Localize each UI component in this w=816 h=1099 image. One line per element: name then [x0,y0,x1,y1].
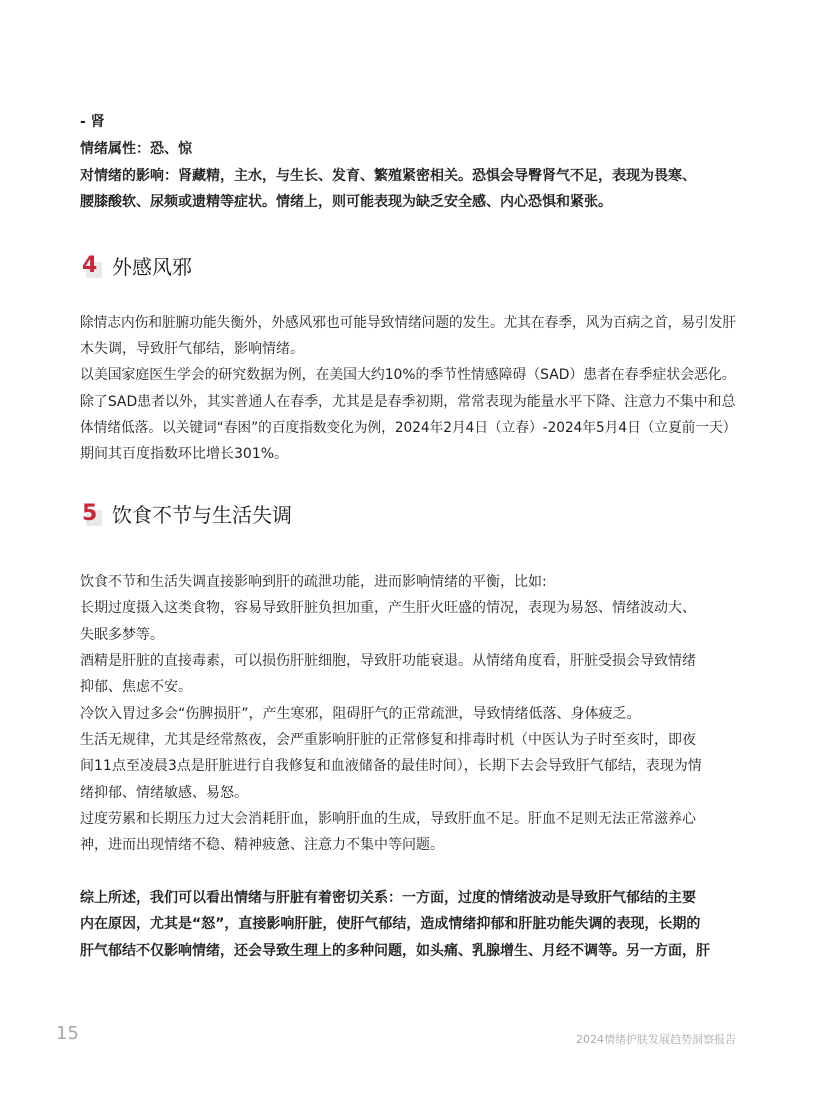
section-5-paragraph-line: 生活无规律，尤其是经常熬夜，会严重影响肝脏的正常修复和排毒时机（中医认为子时至亥时，即夜 [80,732,696,748]
kidney-effect-line-2: 腰膝酸软、尿频或遗精等症状。情绪上，则可能表现为缺乏安全感、内心恐惧和紧张。 [80,194,612,210]
section-title: 外感风邪 [112,255,192,279]
section-4-paragraph-line: 木失调，导致肝气郁结，影响情绪。 [80,341,304,357]
section-4-heading [80,253,192,281]
section-4-paragraph-line: 体情绪低落。以关键词“春困”的百度指数变化为例，2024年2月4日（立春）-2024年5月4日（立夏前一天） [80,420,737,436]
section-number-badge [80,254,106,280]
summary-line: 肝气郁结不仅影响情绪，还会导致生理上的多种问题，如头痛、乳腺增生、月经不调等。另一方面，肝 [80,943,710,959]
section-5-paragraph-line: 长期过度摄入这类食物，容易导致肝脏负担加重，产生肝火旺盛的情况，表现为易怒、情绪波动大、 [80,600,696,616]
section-5-paragraph-line: 间11点至凌晨3点是肝脏进行自我修复和血液储备的最佳时间），长期下去会导致肝气郁结，表现为情 [80,758,702,774]
kidney-effect-line-1: 对情绪的影响：肾藏精，主水，与生长、发育、繁殖紧密相关。恐惧会导臀肾气不足，表现为畏寒、 [80,168,696,184]
section-5-paragraph-line: 抑郁、焦虑不安。 [80,679,192,695]
summary-line: 综上所述，我们可以看出情绪与肝脏有着密切关系：一方面，过度的情绪波动是导致肝气郁结的主要 [80,890,696,906]
kidney-heading: - 肾 [80,114,105,130]
section-5-paragraph-line: 失眠多梦等。 [80,627,164,643]
section-4-paragraph-line: 除情志内伤和脏腑功能失衡外，外感风邪也可能导致情绪问题的发生。尤其在春季，风为百病之首，易引发肝 [80,315,737,331]
section-number-badge [80,502,106,528]
section-4-paragraph-line: 除了SAD患者以外，其实普通人在春季，尤其是是春季初期，常常表现为能量水平下降、注意力不集中和总 [80,394,736,410]
section-5-paragraph-line: 绪抑郁、情绪敏感、易怒。 [80,785,248,801]
section-5-paragraph-line: 饮食不节和生活失调直接影响到肝的疏泄功能，进而影响情绪的平衡，比如: [80,574,547,590]
report-title: 2024情绪护肤发展趋势洞察报告 [576,1033,736,1046]
summary-line: 内在原因，尤其是“怒”，直接影响肝脏，使肝气郁结，造成情绪抑郁和肝脏功能失调的表现，长期的 [80,916,701,932]
section-5-paragraph-line: 酒精是肝脏的直接毒素，可以损伤肝脏细胞，导致肝功能衰退。从情绪角度看，肝脏受损会导致情绪 [80,653,696,669]
section-5-heading [80,501,292,529]
section-title: 饮食不节与生活失调 [112,503,292,527]
section-5-paragraph-line: 冷饮入胃过多会“伤脾损肝”，产生寒邪，阻碍肝气的正常疏泄，导致情绪低落、身体疲乏。 [80,706,641,722]
page-number: 15 [56,1023,79,1044]
kidney-emotion-attribute: 情绪属性：恐、惊 [80,141,192,157]
section-5-paragraph-line: 神，进而出现情绪不稳、精神疲惫、注意力不集中等问题。 [80,837,444,853]
section-4-paragraph-line: 以美国家庭医生学会的研究数据为例，在美国大约10%的季节性情感障碍（SAD）患者在春季症状会恶化。 [80,367,736,383]
section-5-paragraph-line: 过度劳累和长期压力过大会消耗肝血，影响肝血的生成，导致肝血不足。肝血不足则无法正常滋养心 [80,811,696,827]
section-number: 5 [82,501,98,526]
section-number: 4 [82,253,98,278]
section-4-paragraph-line: 期间其百度指数环比增长301%。 [80,446,289,462]
